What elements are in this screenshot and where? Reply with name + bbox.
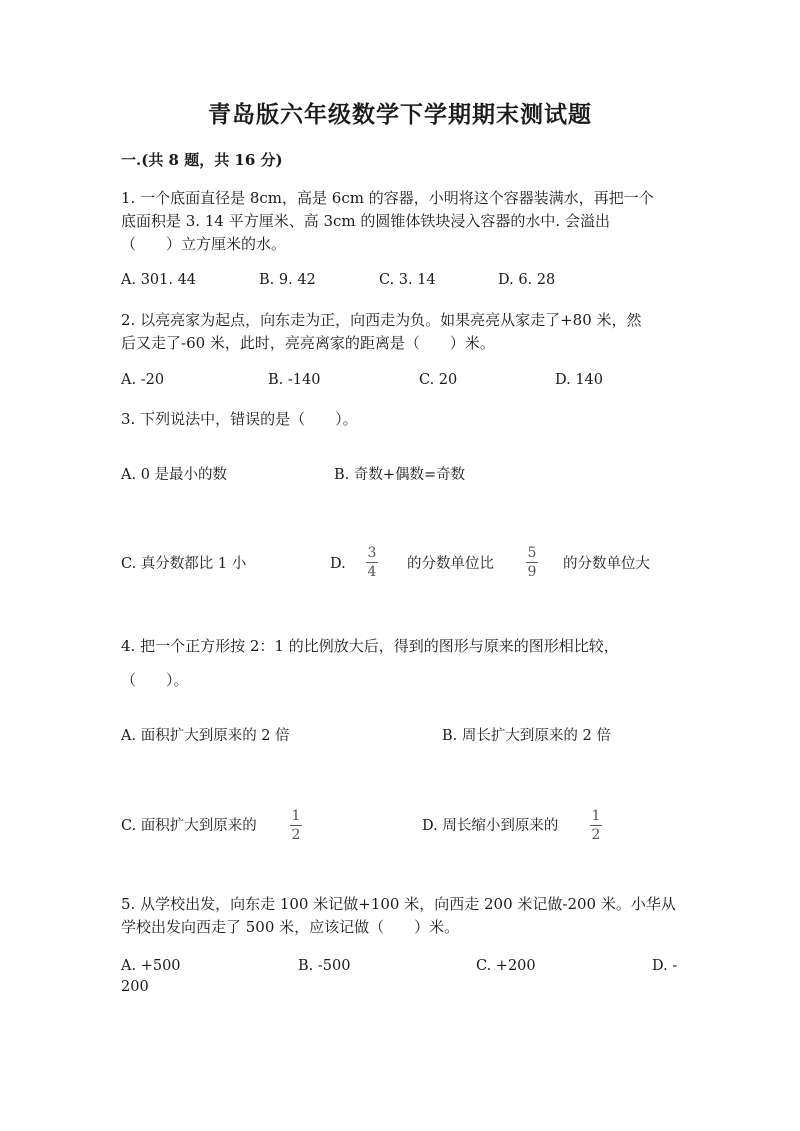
question-1-line-2: 底面积是 3. 14 平方厘米、高 3cm 的圆锥体铁块浸入容器的水中. 会溢出 [121, 212, 610, 230]
question-1-option-d[interactable]: D. 6. 28 [498, 272, 556, 288]
fraction-bar [290, 825, 302, 826]
question-4-line-1: 4. 把一个正方形按 2：1 的比例放大后，得到的图形与原来的图形相比较， [121, 637, 619, 655]
question-2-line-2: 后又走了-60 米，此时，亮亮离家的距离是（ ）米。 [121, 334, 495, 352]
question-3-option-d-text-1: 的分数单位比 [407, 556, 494, 572]
fraction-bar [366, 562, 378, 563]
question-5-option-d-wrap: 200 [121, 979, 149, 995]
question-3-option-d[interactable]: D. [330, 556, 346, 572]
question-3-option-c[interactable]: C. 真分数都比 1 小 [121, 556, 247, 572]
question-2-option-d[interactable]: D. 140 [555, 372, 604, 388]
question-4-line-2: （ ）。 [121, 671, 189, 689]
question-1-option-a[interactable]: A. 301. 44 [121, 272, 197, 288]
question-2-line-1: 2. 以亮亮家为起点，向东走为正，向西走为负。如果亮亮从家走了+80 米，然 [121, 311, 642, 329]
fraction-denominator: 9 [527, 564, 537, 580]
question-2-option-a[interactable]: A. -20 [121, 372, 165, 388]
fraction-numerator: 1 [291, 808, 301, 824]
question-3-option-d-text-2: 的分数单位大 [563, 556, 650, 572]
fraction-denominator: 2 [291, 827, 301, 843]
question-4-option-a[interactable]: A. 面积扩大到原来的 2 倍 [121, 728, 290, 744]
question-4-option-c[interactable]: C. 面积扩大到原来的 [121, 818, 257, 834]
fraction-one-half [290, 809, 302, 842]
fraction-one-half [590, 809, 602, 842]
question-5-line-1: 5. 从学校出发，向东走 100 米记做+100 米，向西走 200 米记做-200 米。小华从 [121, 895, 676, 913]
question-1-option-c[interactable]: C. 3. 14 [379, 272, 436, 288]
fraction-denominator: 2 [591, 827, 601, 843]
question-5-option-c[interactable]: C. +200 [476, 958, 536, 974]
question-1-option-b[interactable]: B. 9. 42 [259, 272, 316, 288]
fraction-denominator: 4 [367, 564, 377, 580]
fraction-numerator: 1 [591, 808, 601, 824]
question-3-option-a[interactable]: A. 0 是最小的数 [121, 467, 228, 483]
section-heading: 一.(共 8 题，共 16 分) [121, 151, 283, 169]
question-5-option-a[interactable]: A. +500 [121, 958, 181, 974]
question-2-option-b[interactable]: B. -140 [268, 372, 321, 388]
question-3-option-b[interactable]: B. 奇数+偶数=奇数 [334, 467, 466, 483]
question-1-line-1: 1. 一个底面直径是 8cm，高是 6cm 的容器，小明将这个容器装满水，再把一个 [121, 189, 654, 207]
fraction-five-ninths [526, 546, 538, 579]
question-4-option-b[interactable]: B. 周长扩大到原来的 2 倍 [442, 728, 611, 744]
question-5-option-b[interactable]: B. -500 [298, 958, 351, 974]
question-1-line-3: （ ）立方厘米的水。 [121, 235, 287, 253]
question-4-option-d[interactable]: D. 周长缩小到原来的 [422, 818, 559, 834]
question-3-line-1: 3. 下列说法中，错误的是（ ）。 [121, 410, 358, 428]
fraction-bar [526, 562, 538, 563]
fraction-numerator: 5 [527, 545, 537, 561]
question-5-line-2: 学校出发向西走了 500 米，应该记做（ ）米。 [121, 918, 460, 936]
fraction-three-quarters [366, 546, 378, 579]
question-5-option-d[interactable]: D. - [652, 958, 678, 974]
page-title: 青岛版六年级数学下学期期末测试题 [208, 101, 592, 128]
fraction-bar [590, 825, 602, 826]
question-2-option-c[interactable]: C. 20 [419, 372, 458, 388]
fraction-numerator: 3 [367, 545, 377, 561]
